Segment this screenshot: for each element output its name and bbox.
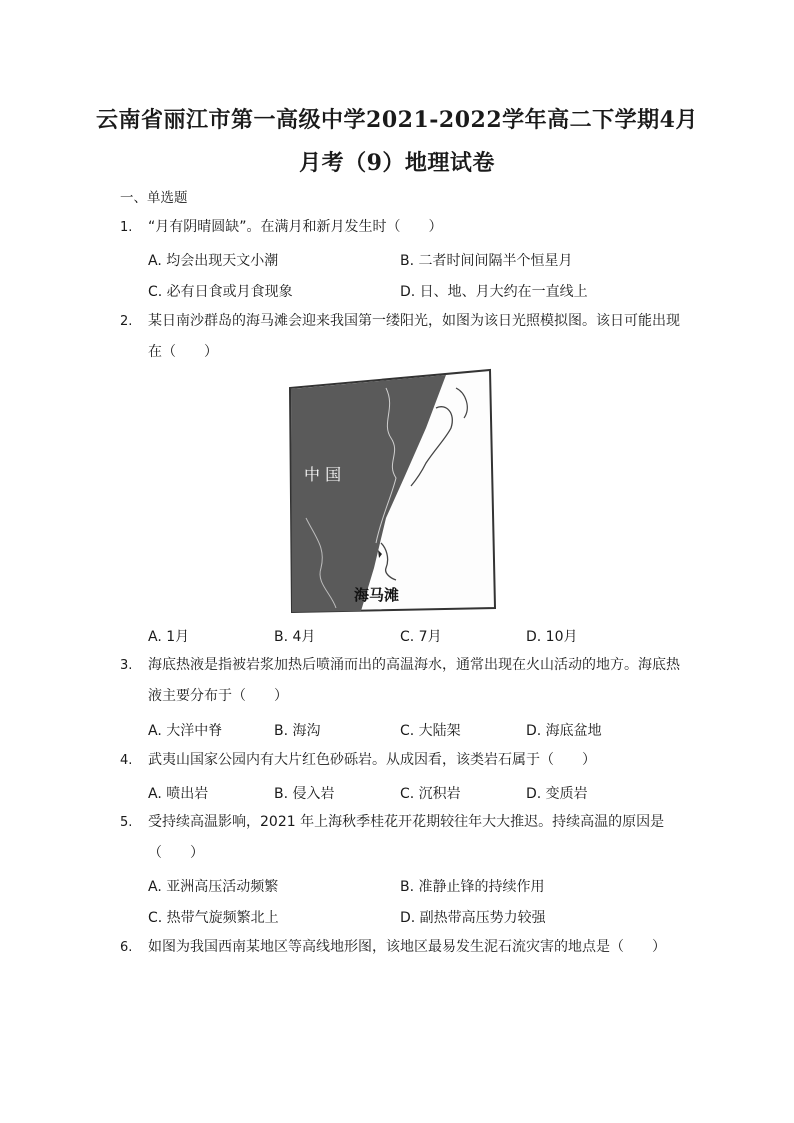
- question-number: 6.: [120, 940, 133, 955]
- question-number: 2.: [120, 314, 133, 329]
- option-d[interactable]: D. 副热带高压势力较强: [400, 910, 546, 926]
- option-c[interactable]: C. 沉积岩: [400, 786, 461, 802]
- option-b[interactable]: B. 海沟: [274, 723, 321, 739]
- question-text: “月有阴晴圆缺”。在满月和新月发生时（ ）: [148, 219, 443, 235]
- question-text-line1: 某日南沙群岛的海马滩会迎来我国第一缕阳光，如图为该日光照模拟图。该日可能出现: [148, 313, 680, 329]
- exam-title-line2: 月考（9）地理试卷: [299, 150, 495, 176]
- option-d[interactable]: D. 海底盆地: [526, 723, 602, 739]
- sunlight-simulation-map: [286, 368, 496, 614]
- question-1: [120, 212, 680, 243]
- question-2: [120, 306, 680, 368]
- option-b[interactable]: B. 二者时间间隔半个恒星月: [400, 253, 573, 269]
- question-text-line2: （ ）: [148, 845, 204, 861]
- exam-title-line1: 云南省丽江市第一高级中学2021-2022学年高二下学期4月: [96, 107, 698, 133]
- option-c[interactable]: C. 热带气旋频繁北上: [148, 910, 279, 926]
- option-b[interactable]: B. 侵入岩: [274, 786, 335, 802]
- question-4: [120, 745, 680, 776]
- option-b[interactable]: B. 4月: [274, 629, 316, 645]
- question-5: [120, 807, 680, 869]
- question-number: 1.: [120, 220, 133, 235]
- option-c[interactable]: C. 7月: [400, 629, 442, 645]
- option-d[interactable]: D. 变质岩: [526, 786, 588, 802]
- question-text: 武夷山国家公园内有大片红色砂砾岩。从成因看，该类岩石属于（ ）: [148, 752, 596, 768]
- option-a[interactable]: A. 亚洲高压活动频繁: [148, 879, 279, 895]
- question-number: 3.: [120, 658, 133, 673]
- map-label-china: 中 国: [304, 465, 342, 484]
- question-text-line2: 液主要分布于（ ）: [148, 688, 288, 704]
- option-c[interactable]: C. 大陆架: [400, 723, 461, 739]
- question-text-line1: 海底热液是指被岩浆加热后喷涌而出的高温海水，通常出现在火山活动的地方。海底热: [148, 657, 680, 673]
- question-6: [120, 932, 680, 963]
- option-b[interactable]: B. 准静止锋的持续作用: [400, 879, 545, 895]
- question-number: 4.: [120, 753, 133, 768]
- map-label-haima: 海马滩: [354, 586, 400, 604]
- option-a[interactable]: A. 喷出岩: [148, 786, 209, 802]
- section-heading: 一、单选题: [120, 190, 188, 206]
- question-text-line2: 在（ ）: [148, 344, 218, 360]
- option-a[interactable]: A. 均会出现天文小潮: [148, 253, 279, 269]
- question-number: 5.: [120, 815, 133, 830]
- question-text: 如图为我国西南某地区等高线地形图，该地区最易发生泥石流灾害的地点是（ ）: [148, 939, 666, 955]
- question-3: [120, 650, 680, 712]
- option-c[interactable]: C. 必有日食或月食现象: [148, 284, 293, 300]
- option-a[interactable]: A. 大洋中脊: [148, 723, 223, 739]
- option-a[interactable]: A. 1月: [148, 629, 190, 645]
- option-d[interactable]: D. 日、地、月大约在一直线上: [400, 284, 588, 300]
- map-graphic: [286, 368, 496, 614]
- question-text-line1: 受持续高温影响，2021 年上海秋季桂花开花期较往年大大推迟。持续高温的原因是: [148, 814, 665, 830]
- option-d[interactable]: D. 10月: [526, 629, 578, 645]
